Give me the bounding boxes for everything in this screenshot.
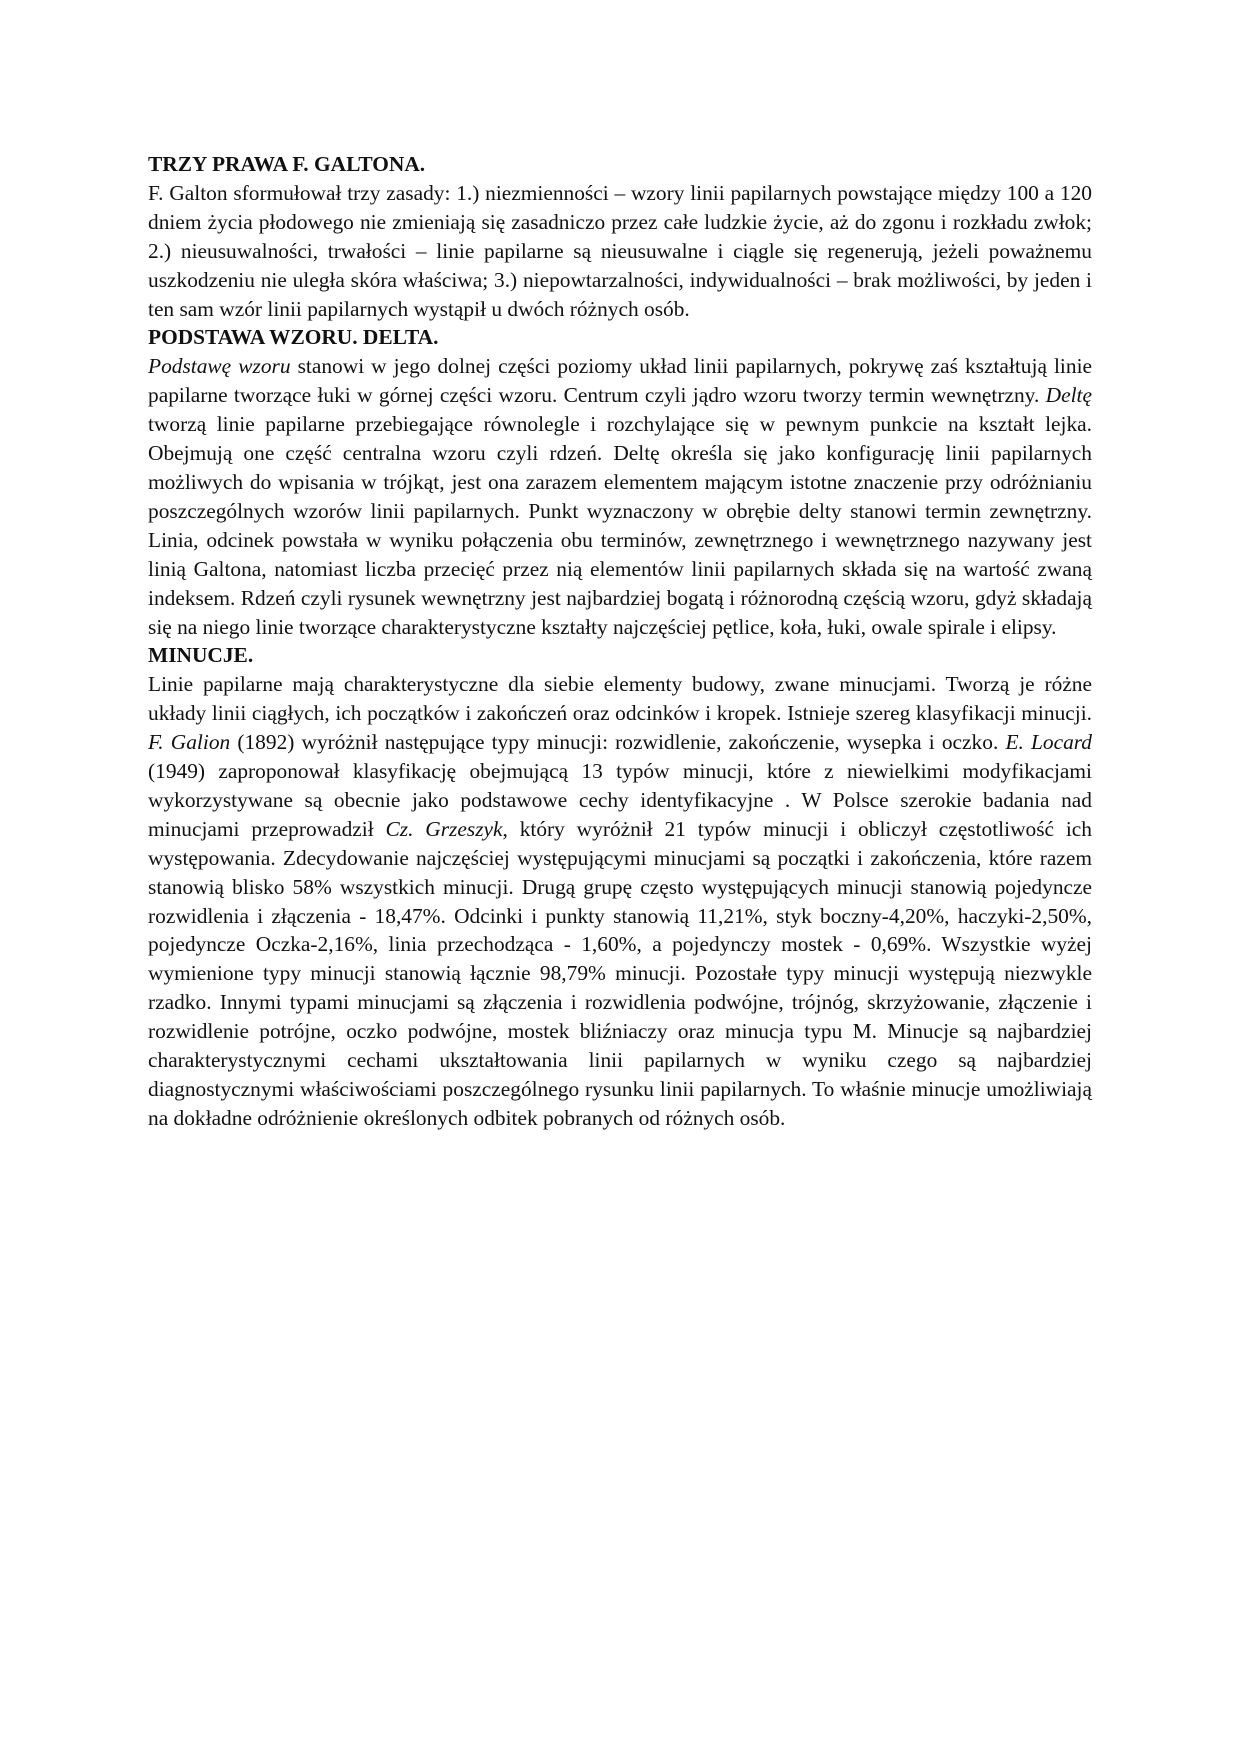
author-name-galion: F. Galion (148, 730, 231, 755)
term-podstawa-wzoru: Podstawę wzoru (148, 354, 291, 379)
text-segment: , który wyróżnił 21 typów minucji i obliczył częstotliwość ich występowania. Zdecydowanie najczęściej występującymi minucjami są początki i zakończenia, które razem stanowią blisko 58% wszystkich minucji. Drugą grupę często występujących minucji stanowią pojedyncze rozwidlenia i złączenia - 18,47%. Odcinki i punkty stanowią 11,21%, styk boczny-4,20%, haczyki-2,50%, pojedyncze Oczka-2,16%, linia przechodząca - 1,60%, a pojedynczy mostek - 0,69%. Wszystkie wyżej wymienione typy minucji stanowią łącznie 98,79% minucji. Pozostałe typy minucji występują niezwykle rzadko. Innymi typami minucjami są złączenia i rozwidlenia podwójne, trójnóg, skrzyżowanie, złączenie i rozwidlenie potrójne, oczko podwójne, mostek bliźniaczy oraz minucja typu M. Minucje są najbardziej charakterystycznymi cechami ukształtowania linii papilarnych w wyniku czego są najbardziej diagnostycznymi właściwościami poszczególnego rysunku linii papilarnych. To właśnie minucje umożliwiają na dokładne odróżnienie określonych odbitek pobranych od różnych osób. (148, 816, 1092, 1130)
text-segment: tworzą linie papilarne przebiegające równolegle i rozchylające się w pewnym punkcie na kształt lejka. Obejmują one część centralna wzoru czyli rdzeń. Deltę określa się jako konfigurację linii papilarnych możliwych do wpisania w trójkąt, jest ona zarazem elementem mającym istotne znaczenie przy odróżnianiu poszczególnych wzorów linii papilarnych. Punkt wyznaczony w obrębie delty stanowi termin zewnętrzny. Linia, odcinek powstała w wyniku połączenia obu terminów, zewnętrznego i wewnętrznego nazywany jest linią Galtona, natomiast liczba przecięć przez nią elementów linii papilarnych składa się na wartość zwaną indeksem. Rdzeń czyli rysunek wewnętrzny jest najbardziej bogatą i różnorodną częścią wzoru, gdyż składają się na niego linie tworzące charakterystyczne kształty najczęściej pętlice, koła, łuki, owale spirale i elipsy. (148, 412, 1092, 639)
text-segment: (1892) wyróżnił następujące typy minucji: rozwidlenie, zakończenie, wysepka i oczko. (230, 730, 1006, 755)
document-page (148, 150, 1092, 1133)
paragraph-galton-laws: F. Galton sformułował trzy zasady: 1.) niezmienności – wzory linii papilarnych powstające między 100 a 120 dniem życia płodowego nie zmieniają się zasadniczo przez całe ludzkie życie, aż do zgonu i rozkładu zwłok; 2.) nieusuwalności, trwałości – linie papilarne są nieusuwalne i ciągle się regenerują, jeżeli poważnemu uszkodzeniu nie uległa skóra właściwa; 3.) niepowtarzalności, indywidualności – brak możliwości, by jeden i ten sam wzór linii papilarnych wystąpił u dwóch różnych osób. (148, 180, 1092, 321)
text-segment: (1949) zaproponował klasyfikację obejmującą 13 typów minucji, które z niewielkimi modyfikacjami wykorzystywane są obecnie jako podstawowe cechy identyfikacyjne . W Polsce szerokie badania nad minucjami przeprowadził (148, 759, 1092, 841)
section-heading-minutiae: MINUCJE. (148, 643, 254, 668)
term-delta: Deltę (1045, 383, 1092, 408)
paragraph-pattern-base-delta (148, 352, 1092, 641)
text-segment: Linie papilarne mają charakterystyczne dla siebie elementy budowy, zwane minucjami. Tworzą je różne układy linii ciągłych, ich początków i zakończeń oraz odcinków i kropek. Istnieje szereg klasyfikacji minucji. (148, 672, 1092, 726)
section-heading-galton-laws: TRZY PRAWA F. GALTONA. (148, 152, 426, 176)
author-name-grzeszyk: Cz. Grzeszyk (385, 816, 503, 841)
paragraph-minutiae (148, 670, 1092, 1133)
section-heading-pattern-base-delta: PODSTAWA WZORU. DELTA. (148, 325, 439, 350)
text-segment: stanowi w jego dolnej części poziomy układ linii papilarnych, pokrywę zaś kształtują linie papilarne tworzące łuki w górnej części wzoru. Centrum czyli jądro wzoru tworzy termin wewnętrzny. (148, 354, 1093, 408)
author-name-locard: E. Locard (1005, 730, 1092, 755)
